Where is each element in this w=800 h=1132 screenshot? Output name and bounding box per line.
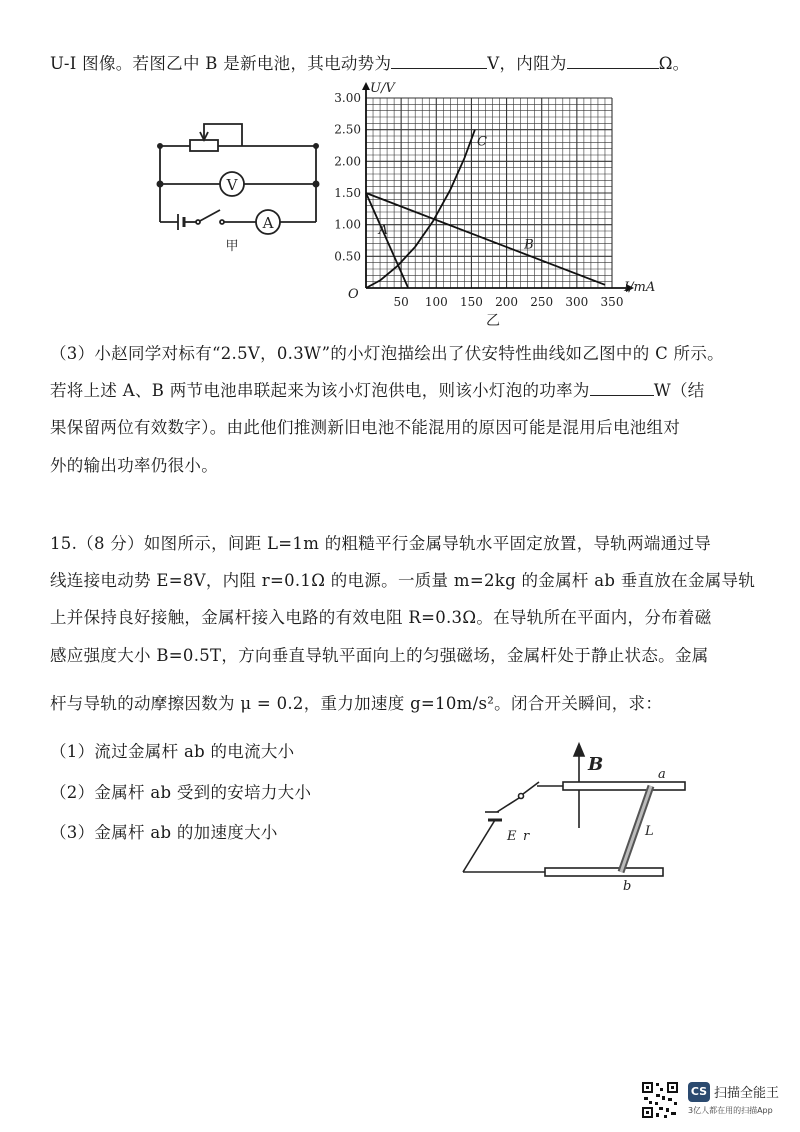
switch-open [523, 782, 539, 794]
q3-line-1: （3）小赵同学对标有“2.5V，0.3W”的小灯泡描绘出了伏安特性曲线如乙图中的 C 所示。 [50, 344, 724, 363]
q15-line-3: 上并保持良好接触，金属杆接入电路的有效电阻 R=0.3Ω。在导轨所在平面内，分布着磁 [50, 608, 712, 627]
switch-jia [198, 210, 220, 222]
chart-x-axis-label: I/mA [624, 280, 656, 295]
rod-end-b-label: b [623, 879, 632, 894]
ui-chart-yi [330, 80, 660, 330]
x-tick-label: 150 [459, 295, 483, 309]
y-tick-label: 1.50 [334, 186, 361, 200]
q15-sub-2: （2）金属杆 ab 受到的安培力大小 [50, 783, 312, 802]
q15-line-5: 杆与导轨的动摩擦因数为 μ = 0.2，重力加速度 g=10m/s²。闭合开关瞬间，求： [50, 694, 663, 713]
chart-origin-label: O [348, 287, 359, 302]
q15-line-2: 线连接电动势 E=8V，内阻 r=0.1Ω 的电源。一质量 m=2kg 的金属杆 ab 垂直放在金属导轨 [50, 571, 756, 590]
b-field-label: B [588, 754, 604, 775]
brand-subtitle: 3亿人都在用的扫描App [688, 1106, 773, 1115]
x-tick-label: 250 [530, 295, 554, 309]
power-answer-blank[interactable] [590, 381, 654, 396]
q3-line-4: 外的输出功率仍很小。 [50, 456, 218, 475]
rod-end-a-label: a [658, 767, 666, 782]
rail-diagram [455, 740, 695, 895]
bottom-rail [545, 868, 663, 876]
x-tick-label: 100 [424, 295, 448, 309]
top-line-mid: V，内阻为 [487, 54, 567, 73]
q3-line-3: 果保留两位有效数字）。由此他们推测新旧电池不能混用的原因可能是混用后电池组对 [50, 418, 681, 437]
brand-name: 扫描全能王 [714, 1086, 780, 1101]
q15-sub-1: （1）流过金属杆 ab 的电流大小 [50, 742, 295, 761]
source-r-label: r [523, 829, 530, 844]
emf-answer-blank[interactable] [391, 54, 487, 69]
rail-spacing-label: L [645, 824, 654, 839]
resistance-answer-blank[interactable] [567, 54, 659, 69]
top-line-prefix: U-I 图像。若图乙中 B 是新电池，其电动势为 [50, 54, 392, 73]
q15-line-1: 15.（8 分）如图所示，间距 L=1m 的粗糙平行金属导轨水平固定放置，导轨两端通过导 [50, 534, 712, 553]
scanner-watermark [640, 1080, 790, 1120]
series-label-C: C [477, 134, 488, 150]
qr-code-icon [640, 1080, 680, 1120]
x-tick-label: 350 [600, 295, 624, 309]
q3-line-2-suffix: W（结 [653, 381, 705, 400]
figure-jia-label: 甲 [225, 239, 239, 254]
chart-y-axis-label: U/V [370, 81, 395, 96]
top-line-unit: Ω。 [658, 54, 690, 73]
voltmeter-label: V [226, 176, 238, 194]
series-label-A: A [378, 223, 389, 239]
chart-caption: 乙 [486, 313, 500, 329]
x-tick-label: 200 [495, 295, 519, 309]
y-axis-arrow-icon [362, 82, 370, 90]
q3-line-2 [50, 377, 705, 401]
x-tick-label: 50 [393, 295, 409, 309]
source-e-label: E [507, 829, 517, 844]
circuit-diagram-jia [150, 110, 325, 255]
q3-line-2-prefix: 若将上述 A、B 两节电池串联起来为该小灯泡供电，则该小灯泡的功率为 [50, 381, 590, 400]
series-label-B: B [524, 237, 534, 253]
cs-logo-icon: CS [688, 1082, 710, 1102]
series-line-C [366, 130, 475, 288]
q15-line-4: 感应强度大小 B=0.5T，方向垂直导轨平面向上的匀强磁场，金属杆处于静止状态。金属 [50, 646, 709, 665]
top-question-line [50, 50, 689, 74]
ammeter-label: A [262, 214, 274, 232]
y-tick-label: 2.00 [334, 154, 361, 169]
q15-sub-3: （3）金属杆 ab 的加速度大小 [50, 823, 278, 842]
y-tick-label: 0.50 [334, 249, 361, 264]
y-tick-label: 3.00 [334, 91, 361, 105]
top-rail [563, 782, 685, 790]
y-tick-label: 1.00 [334, 217, 361, 232]
x-tick-label: 300 [565, 295, 589, 309]
y-tick-label: 2.50 [334, 122, 361, 137]
